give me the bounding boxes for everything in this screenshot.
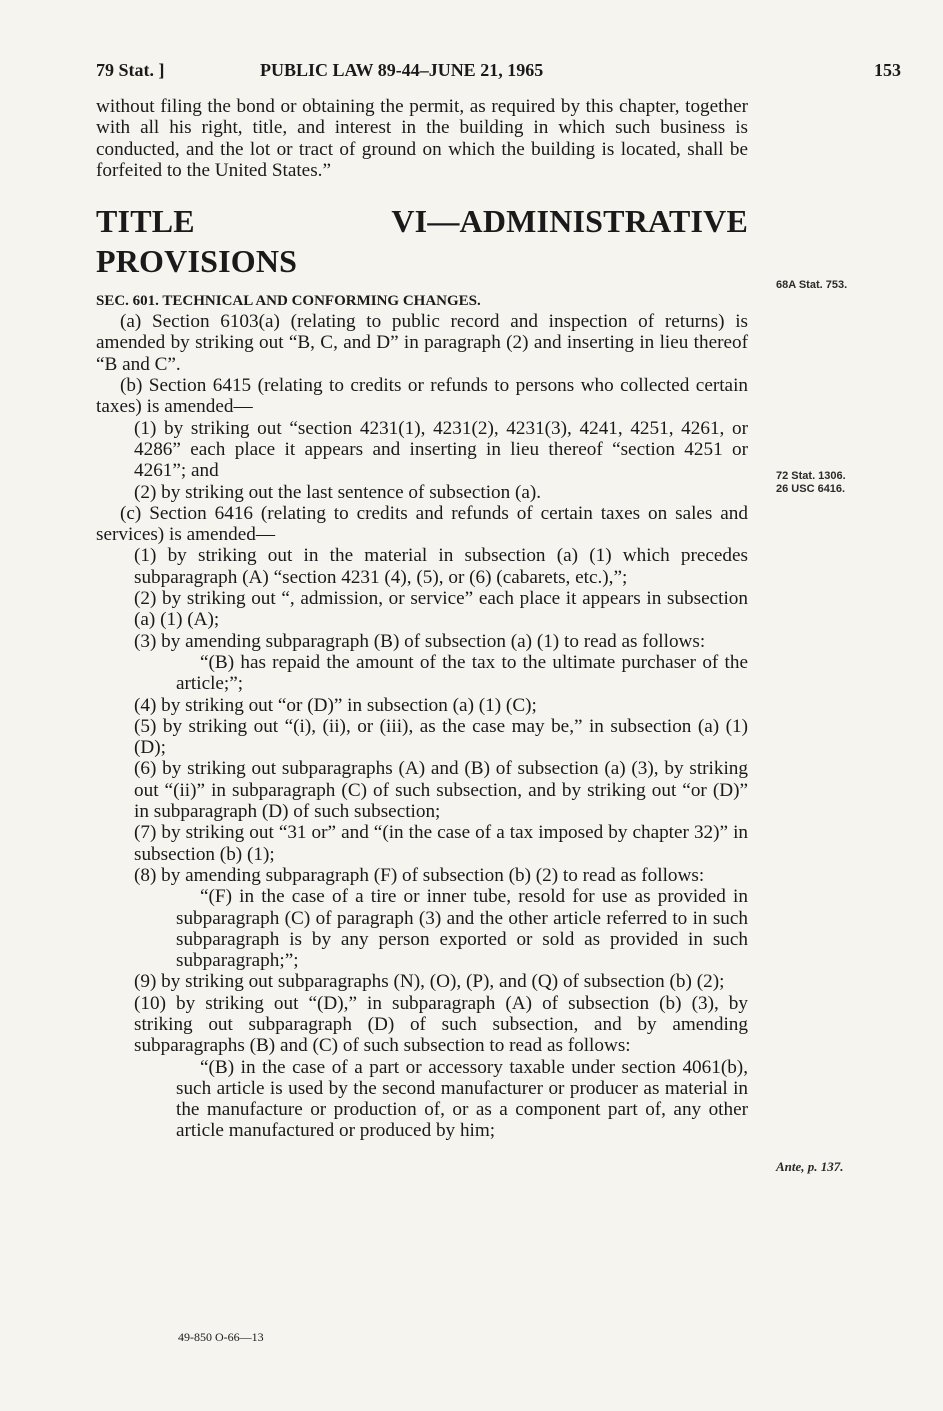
page-number: 153 <box>874 60 901 80</box>
document-body <box>96 96 748 1142</box>
paragraph-c6: (6) by striking out subparagraphs (A) and (B) of subsection (a) (3), by striking out “(ii)” in subparagraph (C) of such subsection, and by striking out “or (D)” in subparagraph (D) of such subsection; <box>134 758 748 823</box>
paragraph-b: (b) Section 6415 (relating to credits or refunds to persons who collected certain taxes) is amended— <box>96 375 748 418</box>
page-header <box>96 60 901 84</box>
paragraph-c9: (9) by striking out subparagraphs (N), (O), (P), and (Q) of subsection (b) (2); <box>134 971 725 993</box>
paragraph-c2: (2) by striking out “, admission, or service” each place it appears in subsection (a) (1) (A); <box>134 588 748 631</box>
quoted-paragraph-c10: “(B) in the case of a part or accessory taxable under section 4061(b), such article is used by the second manufacturer or producer as material in the manufacture or production of, or as a component part of, any other article manufactured or produced by him; <box>176 1056 748 1142</box>
quoted-paragraph-c8: “(F) in the case of a tire or inner tube, resold for use as provided in subparagraph (C) of paragraph (3) and the other article referred to in such subparagraph is by any person exported or sold as provided in such subparagraph;”; <box>176 886 748 972</box>
statute-reference: 79 Stat. ] <box>96 60 165 80</box>
margin-note-68a-stat: 68A Stat. 753. <box>776 279 848 291</box>
paragraph-c5: (5) by striking out “(i), (ii), or (iii), as the case may be,” in subsection (a) (1) (D); <box>134 715 748 759</box>
margin-note-ante: Ante, p. 137. <box>776 1159 844 1174</box>
paragraph-b1: (1) by striking out “section 4231(1), 4231(2), 4231(3), 4241, 4251, 4261, or 4286” each place it appears and inserting in lieu thereof “section 4251 or 4261”; and <box>134 417 748 482</box>
paragraph-c8: (8) by amending subparagraph (F) of subsection (b) (2) to read as follows: <box>134 864 705 886</box>
paragraph-c3: (3) by amending subparagraph (B) of subsection (a) (1) to read as follows: <box>134 630 706 652</box>
title-heading: TITLE VI—ADMINISTRATIVE PROVISIONS <box>96 203 748 280</box>
paragraph-b2: (2) by striking out the last sentence of subsection (a). <box>134 481 542 503</box>
quoted-paragraph-c3: “(B) has repaid the amount of the tax to the ultimate purchaser of the article;”; <box>176 651 748 695</box>
paragraph-c4: (4) by striking out “or (D)” in subsection (a) (1) (C); <box>134 694 537 716</box>
paragraph-a: (a) Section 6103(a) (relating to public record and inspection of returns) is amended by striking out “B, C, and D” in paragraph (2) and inserting in lieu thereof “B and C”. <box>96 311 748 375</box>
paragraph-c1: (1) by striking out in the material in subsection (a) (1) which precedes subparagraph (A) “section 4231 (4), (5), or (6) (cabarets, etc.),”; <box>134 545 748 588</box>
page-footer: 49-850 O-66—13 <box>178 1330 264 1344</box>
paragraph-c10: (10) by striking out “(D),” in subparagraph (A) of subsection (b) (3), by striking out subparagraph (D) of such subsection, and by amending subparagraphs (B) and (C) of such subsection to read as follows: <box>134 992 748 1057</box>
section-heading: SEC. 601. TECHNICAL AND CONFORMING CHANGES. <box>96 293 481 310</box>
intro-paragraph: without filing the bond or obtaining the permit, as required by this chapter, together with all his right, title, and interest in the building in which such business is conducted, and the lot or tract of ground on which the building is located, shall be forfeited to the United States.” <box>96 96 748 181</box>
paragraph-c7: (7) by striking out “31 or” and “(in the case of a tax imposed by chapter 32)” in subsection (b) (1); <box>134 822 748 865</box>
law-title: PUBLIC LAW 89-44–JUNE 21, 1965 <box>260 60 544 80</box>
paragraph-c: (c) Section 6416 (relating to credits and refunds of certain taxes on sales and services) is amended— <box>96 502 748 546</box>
margin-note-72-stat: 72 Stat. 1306. 26 USC 6416. <box>776 470 846 495</box>
